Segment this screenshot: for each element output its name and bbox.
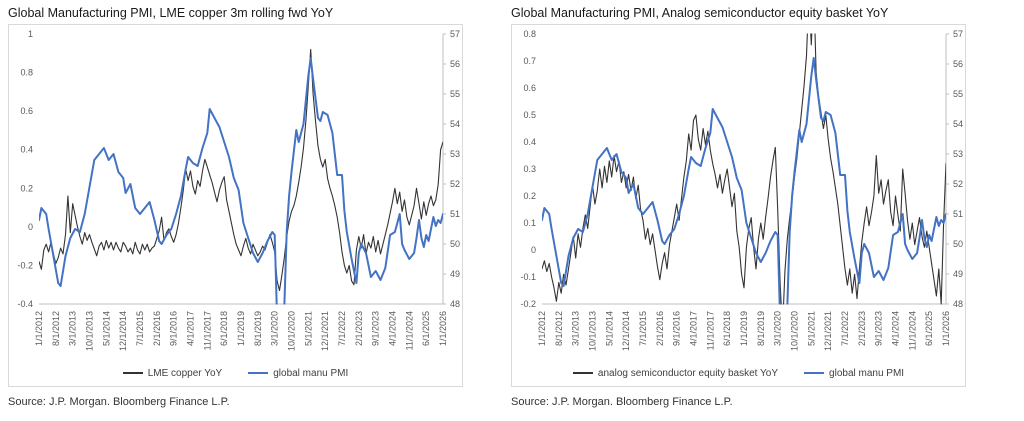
- svg-text:0.7: 0.7: [523, 56, 536, 66]
- legend-item-pmi: [248, 368, 348, 379]
- svg-text:4/1/2017: 4/1/2017: [688, 311, 699, 347]
- svg-text:52: 52: [953, 179, 964, 189]
- legend-item-pmi: [804, 368, 904, 379]
- svg-text:50: 50: [953, 239, 964, 249]
- svg-text:9/1/2023: 9/1/2023: [873, 311, 884, 347]
- svg-text:12/1/2014: 12/1/2014: [621, 311, 632, 352]
- legend-label: LME copper YoY: [147, 367, 223, 379]
- svg-text:11/1/2024: 11/1/2024: [404, 311, 415, 351]
- svg-text:51: 51: [450, 209, 461, 219]
- source-note: Source: J.P. Morgan. Bloomberg Finance L.P.: [8, 396, 230, 408]
- svg-text:12/1/2014: 12/1/2014: [118, 311, 129, 352]
- svg-text:-0.2: -0.2: [520, 299, 536, 309]
- svg-text:7/1/2022: 7/1/2022: [337, 311, 347, 347]
- legend-label: global manu PMI: [829, 367, 905, 379]
- svg-text:5/1/2021: 5/1/2021: [303, 311, 314, 347]
- legend-line-swatch-blue: [804, 372, 824, 374]
- svg-text:54: 54: [953, 119, 964, 129]
- svg-text:0.5: 0.5: [523, 110, 536, 120]
- svg-text:10/1/2020: 10/1/2020: [789, 311, 800, 352]
- svg-text:8/1/2012: 8/1/2012: [553, 311, 564, 347]
- svg-text:11/1/2024: 11/1/2024: [907, 311, 918, 351]
- svg-text:5/1/2021: 5/1/2021: [806, 311, 817, 347]
- svg-text:53: 53: [953, 149, 964, 159]
- svg-text:0.1: 0.1: [523, 218, 536, 228]
- svg-text:7/1/2015: 7/1/2015: [135, 311, 145, 347]
- chart-legend-copper: [9, 360, 462, 386]
- svg-text:12/1/2021: 12/1/2021: [320, 311, 331, 352]
- svg-text:0.8: 0.8: [523, 29, 536, 39]
- legend-label: global manu PMI: [273, 367, 349, 379]
- svg-text:50: 50: [450, 239, 461, 249]
- legend-label: analog semiconductor equity basket YoY: [597, 367, 779, 379]
- svg-text:-0.4: -0.4: [17, 299, 33, 309]
- svg-text:-0.2: -0.2: [17, 260, 33, 271]
- svg-text:9/1/2016: 9/1/2016: [168, 311, 179, 347]
- chart-title-copper: Global Manufacturing PMI, LME copper 3m rolling fwd YoY: [8, 6, 334, 20]
- svg-text:11/1/2017: 11/1/2017: [705, 311, 716, 351]
- svg-text:8/1/2019: 8/1/2019: [252, 311, 263, 347]
- svg-text:0: 0: [27, 221, 33, 232]
- svg-text:1/1/2012: 1/1/2012: [537, 311, 547, 347]
- svg-text:56: 56: [450, 59, 461, 69]
- svg-text:57: 57: [953, 29, 964, 39]
- svg-text:4/1/2024: 4/1/2024: [387, 311, 398, 347]
- svg-text:8/1/2012: 8/1/2012: [50, 311, 61, 347]
- svg-text:3/1/2020: 3/1/2020: [269, 311, 280, 347]
- chart-legend-semis: [512, 360, 965, 386]
- svg-text:10/1/2013: 10/1/2013: [587, 311, 598, 352]
- svg-text:10/1/2013: 10/1/2013: [84, 311, 95, 352]
- legend-line-swatch-black: [573, 372, 593, 374]
- svg-text:1: 1: [27, 29, 33, 39]
- svg-text:1/1/2026: 1/1/2026: [438, 311, 448, 347]
- chart-group-semis: [511, 6, 968, 408]
- svg-text:49: 49: [450, 269, 461, 279]
- svg-text:4/1/2024: 4/1/2024: [890, 311, 901, 347]
- svg-text:12/1/2021: 12/1/2021: [823, 311, 834, 352]
- svg-text:2/1/2016: 2/1/2016: [151, 311, 162, 347]
- svg-text:4/1/2017: 4/1/2017: [185, 311, 196, 347]
- svg-text:3/1/2013: 3/1/2013: [67, 311, 78, 347]
- svg-text:0.4: 0.4: [523, 137, 536, 147]
- svg-text:6/1/2018: 6/1/2018: [219, 311, 230, 347]
- svg-text:48: 48: [450, 299, 461, 309]
- svg-text:53: 53: [450, 149, 461, 159]
- svg-text:52: 52: [450, 179, 461, 189]
- svg-text:5/1/2014: 5/1/2014: [101, 311, 112, 347]
- svg-text:2/1/2023: 2/1/2023: [856, 311, 867, 347]
- line-chart-semis: [512, 25, 965, 360]
- svg-text:8/1/2019: 8/1/2019: [755, 311, 766, 347]
- series-line: [542, 25, 946, 331]
- series-line: [39, 49, 443, 290]
- chart-group-copper: [8, 6, 465, 408]
- svg-text:1/1/2012: 1/1/2012: [34, 311, 44, 347]
- svg-text:0.8: 0.8: [20, 67, 33, 78]
- svg-text:-0.1: -0.1: [520, 272, 536, 282]
- svg-text:7/1/2015: 7/1/2015: [638, 311, 648, 347]
- legend-line-swatch-black: [123, 372, 143, 374]
- svg-text:56: 56: [953, 59, 964, 69]
- legend-item-copper: [123, 368, 223, 379]
- chart-panel-copper: [8, 24, 463, 387]
- svg-text:55: 55: [450, 89, 461, 99]
- svg-text:0: 0: [530, 245, 536, 255]
- svg-text:49: 49: [953, 269, 964, 279]
- svg-text:2/1/2023: 2/1/2023: [353, 311, 364, 347]
- legend-item-semis: [573, 368, 778, 379]
- svg-text:7/1/2022: 7/1/2022: [840, 311, 850, 347]
- svg-text:2/1/2016: 2/1/2016: [654, 311, 665, 347]
- svg-text:9/1/2023: 9/1/2023: [370, 311, 381, 347]
- svg-text:55: 55: [953, 89, 964, 99]
- svg-text:0.6: 0.6: [20, 106, 33, 117]
- chart-panel-semis: [511, 24, 966, 387]
- svg-text:10/1/2020: 10/1/2020: [286, 311, 297, 352]
- svg-text:0.4: 0.4: [20, 144, 33, 155]
- svg-text:11/1/2017: 11/1/2017: [202, 311, 213, 351]
- svg-text:48: 48: [953, 299, 964, 309]
- svg-text:1/1/2026: 1/1/2026: [941, 311, 951, 347]
- svg-text:0.6: 0.6: [523, 83, 536, 93]
- svg-text:5/1/2014: 5/1/2014: [604, 311, 615, 347]
- svg-text:1/1/2019: 1/1/2019: [236, 311, 246, 347]
- svg-text:6/1/2025: 6/1/2025: [421, 311, 432, 347]
- svg-text:54: 54: [450, 119, 461, 129]
- legend-line-swatch-blue: [248, 372, 268, 374]
- chart-title-semis: Global Manufacturing PMI, Analog semiconductor equity basket YoY: [511, 6, 889, 20]
- svg-text:1/1/2019: 1/1/2019: [739, 311, 749, 347]
- svg-text:9/1/2016: 9/1/2016: [671, 311, 682, 347]
- source-note: Source: J.P. Morgan. Bloomberg Finance L.P.: [511, 396, 733, 408]
- svg-text:0.3: 0.3: [523, 164, 536, 174]
- svg-text:6/1/2025: 6/1/2025: [924, 311, 935, 347]
- line-chart-copper: [9, 25, 462, 360]
- svg-text:57: 57: [450, 29, 461, 39]
- svg-text:0.2: 0.2: [20, 183, 33, 194]
- svg-text:6/1/2018: 6/1/2018: [722, 311, 733, 347]
- svg-text:3/1/2020: 3/1/2020: [772, 311, 783, 347]
- svg-text:0.2: 0.2: [523, 191, 536, 201]
- svg-text:51: 51: [953, 209, 964, 219]
- svg-text:3/1/2013: 3/1/2013: [570, 311, 581, 347]
